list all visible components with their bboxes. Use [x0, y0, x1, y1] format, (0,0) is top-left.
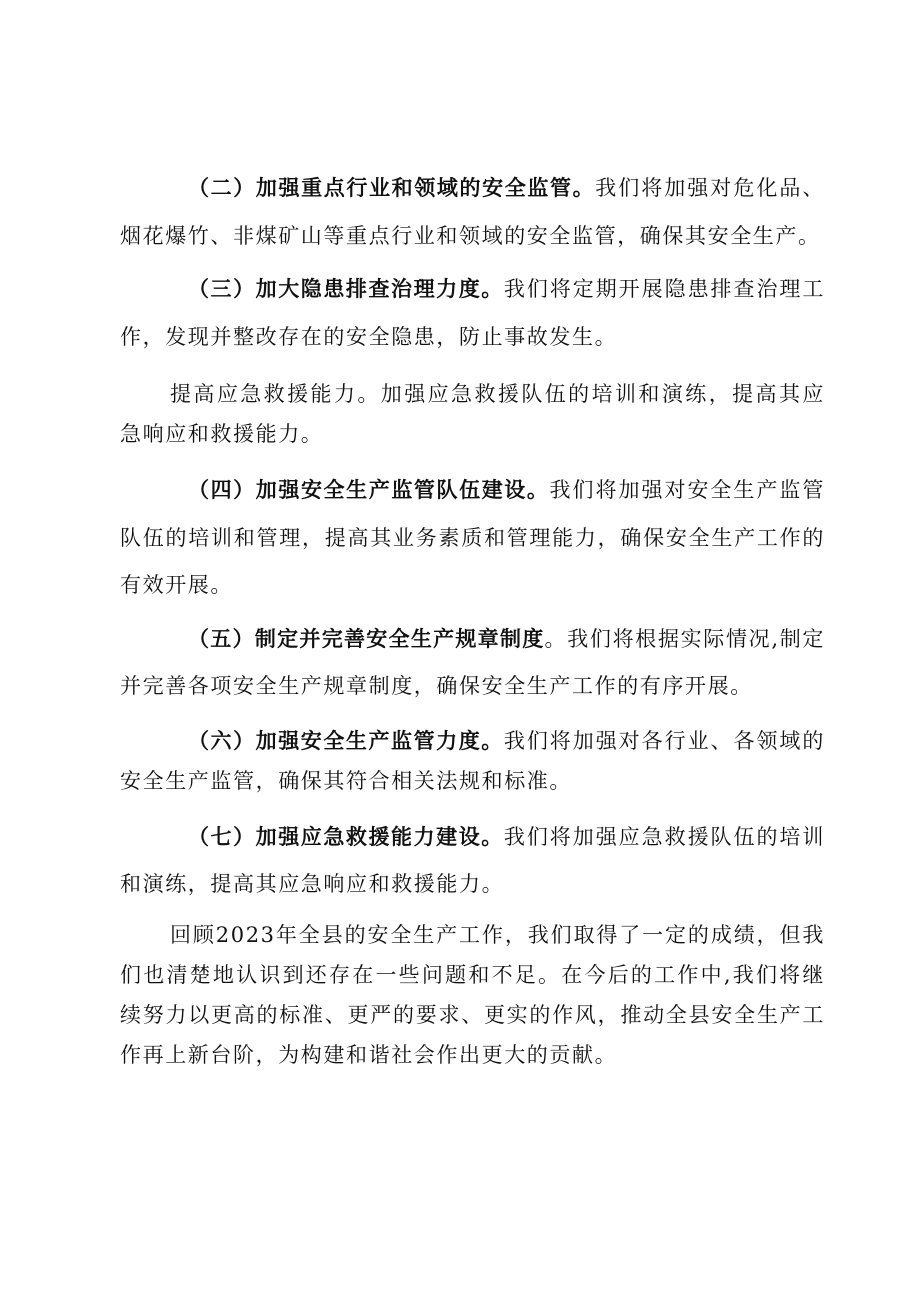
section-heading-7: （七）加强应急救援能力建设。 [188, 824, 504, 849]
paragraph-regulations [120, 616, 825, 711]
section-heading-2: （二）加强重点行业和领域的安全监管。 [188, 176, 596, 200]
paragraph-review-2023 [120, 915, 825, 1075]
paragraph-body: 。我们将根据实际情况,制定并完善各项安全生产规章制度，确保安全生产工作的有序开展。 [120, 626, 825, 698]
paragraph-supervision-team [120, 467, 825, 610]
paragraph-key-industries [120, 165, 825, 260]
document-page [120, 165, 825, 1075]
paragraph-body: 我们将加强对安全生产监管队伍的培训和管理，提高其业务素质和管理能力，确保安全生产工作的有效开展。 [120, 478, 825, 597]
section-heading-5: （五）制定并完善安全生产规章制度 [188, 626, 545, 651]
paragraph-emergency-building [120, 814, 825, 909]
paragraph-supervision-intensity [120, 721, 825, 801]
paragraph-body: 回顾2023年全县的安全生产工作，我们取得了一定的成绩，但我们也清楚地认识到还存在一些问题和不足。在今后的工作中,我们将继续努力以更高的标准、更严的要求、更实的作风，推动全县安全生产工作再上新台阶，为构建和谐社会作出更大的贡献。 [120, 922, 825, 1067]
paragraph-body: 我们将定期开展隐患排查治理工作，发现并整改存在的安全隐患，防止事故发生。 [120, 277, 825, 349]
section-heading-6: （六）加强安全生产监管力度。 [188, 728, 504, 753]
paragraph-emergency-capacity [120, 374, 825, 454]
section-heading-3: （三）加大隐患排查治理力度。 [188, 277, 504, 301]
paragraph-body: 我们将加强应急救援队伍的培训和演练，提高其应急响应和救援能力。 [120, 824, 825, 896]
paragraph-body: 我们将加强对危化品、烟花爆竹、非煤矿山等重点行业和领域的安全监管，确保其安全生产。 [120, 176, 825, 248]
paragraph-body: 提高应急救援能力。加强应急救援队伍的培训和演练，提高其应急响应和救援能力。 [120, 382, 825, 446]
section-heading-4: （四）加强安全生产监管队伍建设。 [188, 478, 550, 502]
paragraph-body: 我们将加强对各行业、各领域的安全生产监管，确保其符合相关法规和标准。 [120, 728, 825, 793]
paragraph-hazard-inspection [120, 266, 825, 361]
